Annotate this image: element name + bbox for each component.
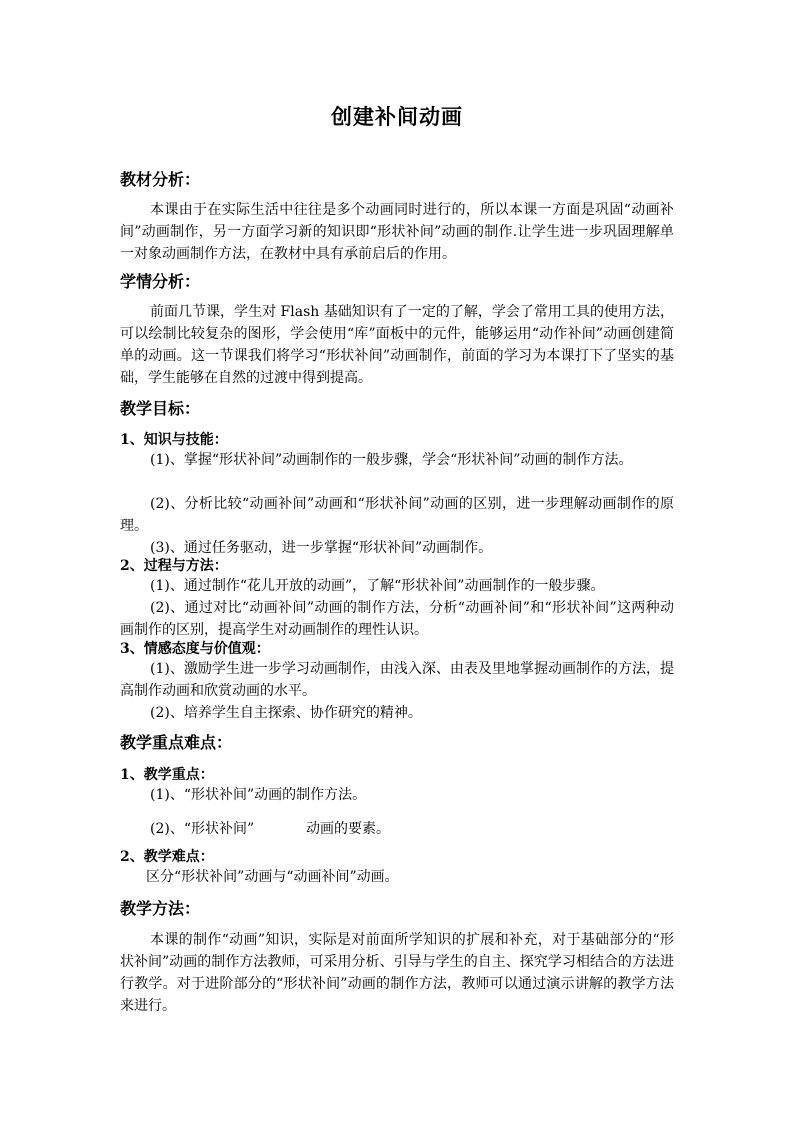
focus-title: 1、教学重点： [120, 767, 214, 783]
goal-group-title: 2、过程与方法： [120, 558, 228, 574]
focus-item-part: (2)、“形状补间” [150, 821, 255, 837]
difficulty-item: 区分“形状补间”动画与“动画补间”动画。 [146, 869, 399, 885]
goal-item: (1)、激励学生进一步学习动画制作，由浅入深、由表及里地掌握动画制作的方法，提高制作动画和欣赏动画的水平。 [120, 661, 674, 699]
section-heading-learners: 学情分析： [120, 272, 201, 291]
difficulty-title: 2、教学难点： [120, 849, 214, 865]
section-heading-goals: 教学目标： [120, 399, 201, 418]
page-title: 创建补间动画 [331, 104, 463, 129]
section-heading-key-points: 教学重点难点： [120, 733, 233, 752]
goal-item: (2)、培养学生自主探索、协作研究的精神。 [150, 705, 422, 721]
focus-item: (1)、“形状补间”动画的制作方法。 [150, 787, 367, 803]
goal-item: (2)、分析比较“动画补间”动画和“形状补间”动画的区别，进一步理解动画制作的原理。 [120, 496, 674, 534]
goal-item: (2)、通过对比“动画补间”动画的制作方法，分析“动画补间”和“形状补间”这两种动画制作的区别，提高学生对动画制作的理性认识。 [120, 600, 674, 638]
section-heading-materials: 教材分析： [120, 170, 201, 189]
goal-item: (1)、通过制作“花儿开放的动画”，了解“形状补间”动画制作的一般步骤。 [150, 578, 605, 594]
materials-paragraph: 本课由于在实际生活中往往是多个动画同时进行的，所以本课一方面是巩固“动画补间”动画制作，另一方面学习新的知识即“形状补间”动画的制作.让学生进一步巩固理解单一对象动画制作方法，在教材中具有承前启后的作用。 [120, 202, 674, 262]
goal-item: (3)、通过任务驱动，进一步掌握“形状补间”动画制作。 [150, 540, 493, 556]
focus-item-part: 动画的要素。 [306, 821, 390, 837]
goal-group-title: 1、知识与技能： [120, 432, 228, 448]
learners-paragraph: 前面几节课，学生对 Flash 基础知识有了一定的了解，学会了常用工具的使用方法，可以绘制比较复杂的图形，学会使用“库”面板中的元件，能够运用“动作补间”动画创建简单的动画。这一节课我们将学习“形状补间”动画制作，前面的学习为本课打下了坚实的基础，学生能够在自然的过渡中得到提高。 [120, 304, 674, 386]
goal-group-title: 3、情感态度与价值观： [120, 641, 270, 657]
methods-paragraph: 本课的制作“动画”知识，实际是对前面所学知识的扩展和补充，对于基础部分的“形状补间”动画的制作方法教师，可采用分析、引导与学生的自主、探究学习相结合的方法进行教学。对于进阶部分的“形状补间”动画的制作方法，教师可以通过演示讲解的教学方法来进行。 [120, 932, 674, 1014]
section-heading-methods: 教学方法： [120, 899, 201, 918]
goal-item: (1)、掌握“形状补间”动画制作的一般步骤，学会“形状补间”动画的制作方法。 [150, 452, 633, 468]
